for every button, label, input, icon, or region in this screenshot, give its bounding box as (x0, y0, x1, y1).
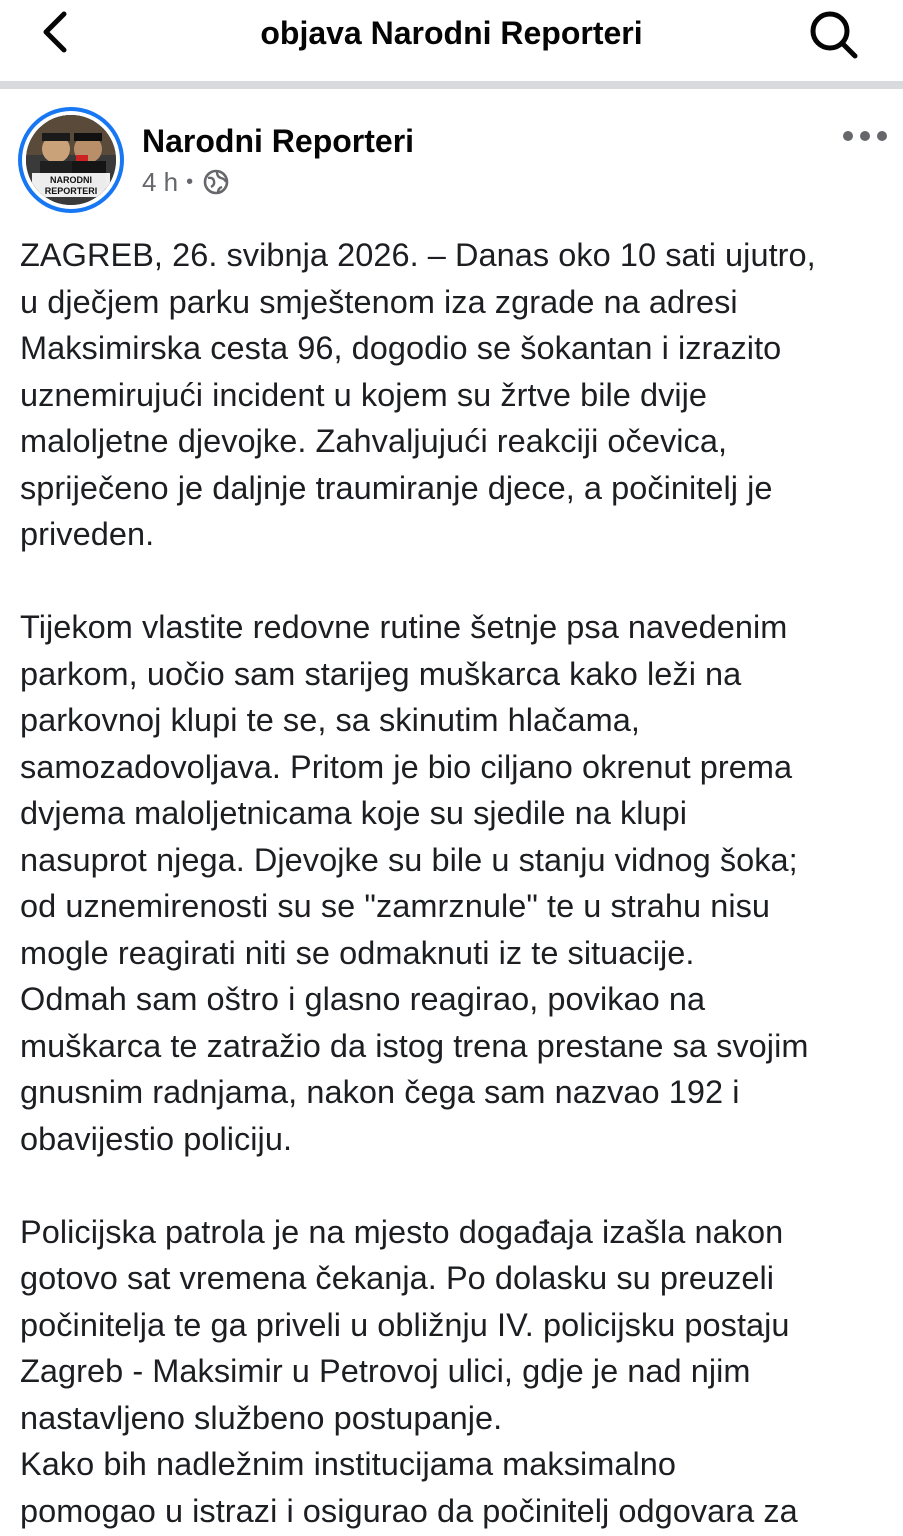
search-button[interactable] (806, 10, 862, 60)
text-line: Maksimirska cesta 96, dogodio se šokantan i izrazito (20, 330, 782, 366)
post-paragraph (20, 604, 890, 1162)
post-header (0, 89, 903, 229)
text-line: maloljetne djevojke. Zahvaljujući reakciji očevica, (20, 423, 728, 459)
text-line: od uznemirenosti su se "zamrznule" te u strahu nisu (20, 888, 771, 924)
text-line: spriječeno je daljnje traumiranje djece, a počinitelj je (20, 469, 773, 506)
chevron-left-icon (34, 10, 78, 54)
svg-text:REPORTERI: REPORTERI (44, 186, 98, 196)
text-line: parkom, uočio sam starijeg muškarca kako leži na (20, 655, 742, 692)
text-line: Policijska patrola je na mjesto događaja izašla nakon (20, 1213, 784, 1250)
globe-icon (203, 169, 229, 195)
text-line: Zagreb - Maksimir u Petrovoj ulici, gdje je nad njim (20, 1353, 751, 1389)
text-line: počinitelja te ga priveli u obližnju IV. policijsku postaju (20, 1306, 790, 1343)
svg-text:NARODNI: NARODNI (50, 175, 92, 185)
text-line: ZAGREB, 26. svibnja 2026. – Danas oko 10 sati ujutro, (20, 237, 816, 273)
post-paragraph (20, 1209, 890, 1535)
text-line: dvjema maloljetnicama koje su sjedile na klupi (20, 795, 688, 831)
text-line: mogle reagirati niti se odmaknuti iz te situacije. (20, 934, 695, 971)
more-dots-icon (840, 121, 890, 151)
text-line: samozadovoljava. Pritom je bio ciljano okrenut prema (20, 748, 793, 785)
text-line: Odmah sam oštro i glasno reagirao, povikao na (20, 981, 706, 1017)
avatar-image (26, 115, 116, 205)
post-text (20, 232, 890, 1534)
text-line: muškarca te zatražio da istog trena prestane sa svojim (20, 1027, 809, 1064)
text-line: uznemirujući incident u kojem su žrtve bile dvije (20, 376, 708, 413)
post-meta (142, 165, 229, 199)
header-divider (0, 81, 903, 89)
text-line: obavijestio policiju. (20, 1120, 293, 1157)
post-paragraph (20, 232, 890, 558)
text-line: u dječjem parku smještenom iza zgrade na adresi (20, 283, 738, 320)
text-line: nastavljeno službeno postupanje. (20, 1399, 503, 1436)
text-line: Kako bih nadležnim institucijama maksimalno (20, 1446, 677, 1482)
avatar[interactable] (18, 107, 124, 213)
text-line: parkovnoj klupi te se, sa skinutim hlačama, (20, 702, 640, 738)
text-line: gnusnim radnjama, nakon čega sam nazvao 192 i (20, 1074, 740, 1110)
text-line: priveden. (20, 516, 155, 552)
text-line: gotovo sat vremena čekanja. Po dolasku su preuzeli (20, 1260, 775, 1296)
post-time[interactable]: 4 h (142, 166, 179, 197)
more-options-button[interactable] (840, 121, 890, 151)
page-name[interactable]: Narodni Reporteri (142, 123, 415, 159)
top-bar (0, 0, 903, 80)
meta-separator: • (186, 170, 194, 193)
text-line: nasuprot njega. Djevojke su bile u stanju vidnog šoka; (20, 841, 798, 878)
text-line: Tijekom vlastite redovne rutine šetnje psa navedenim (20, 609, 788, 645)
page-title: objava Narodni Reporteri (260, 15, 643, 51)
search-icon (806, 10, 862, 60)
text-line: pomogao u istrazi i osigurao da počinitelj odgovara za (20, 1492, 798, 1529)
back-button[interactable] (34, 10, 78, 54)
